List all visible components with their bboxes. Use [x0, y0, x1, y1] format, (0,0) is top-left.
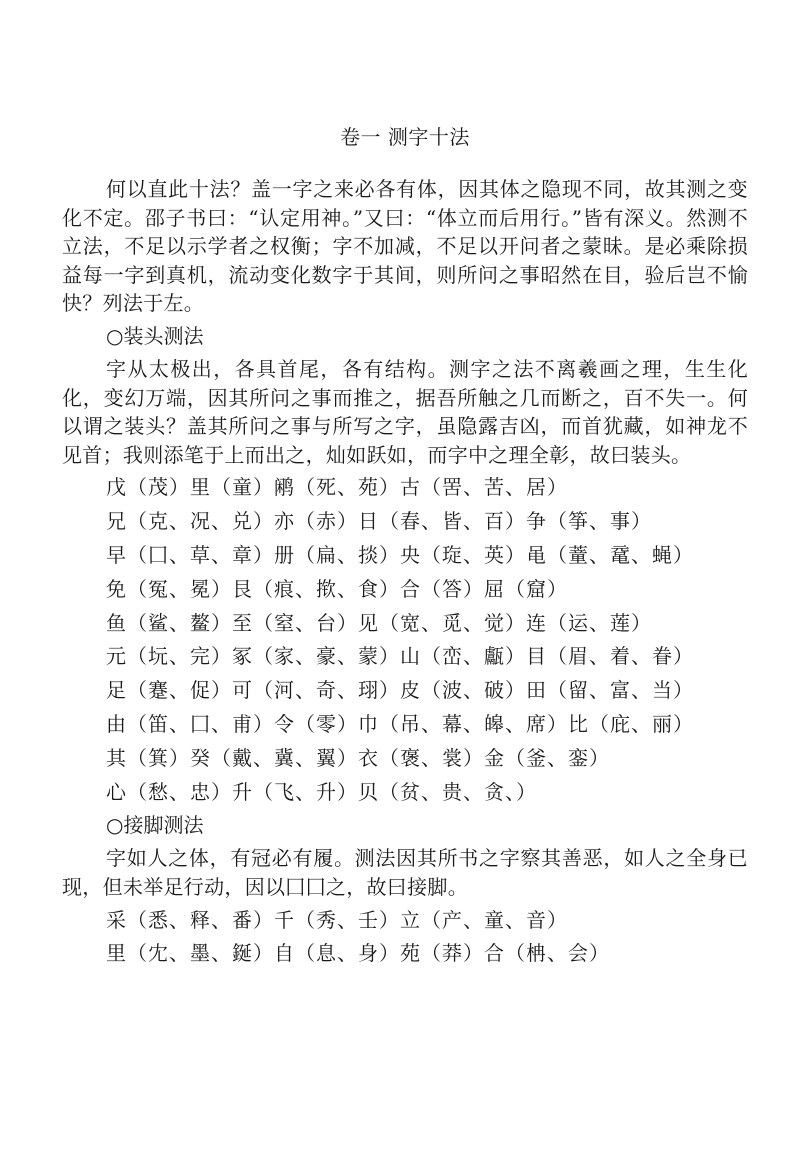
character-entry: 早（囗、草、章）册（扁、掞）央（琁、英）黾（蕫、鼋、蝇）	[106, 542, 694, 567]
character-entry: 足（蹇、促）可（河、奇、珝）皮（波、破）田（留、富、当）	[106, 678, 694, 703]
character-entry: 戊（茂）里（童）鹇（死、苑）古（罟、苦、居）	[106, 475, 568, 500]
section-paragraph: 字从太极出，各具首尾，各有结构。测字之法不离羲画之理，生生化化，变幻万端，因其所问之事而推之，据吾所触之几而断之，百不失一。何以谓之装头？盖其所问之事与所写之字，虽隐露吉凶，而首犹藏，如神龙不见首；我则添笔于上而出之，灿如跃如，而字中之理全彰，故曰装头。	[62, 356, 748, 467]
section-heading: ○接脚测法	[106, 813, 204, 838]
character-entry: 里（冘、墨、鋋）自（息、身）苑（莽）合（柟、会）	[106, 941, 610, 966]
document-page	[62, 122, 748, 973]
character-entry: 免（冤、冕）艮（痕、揿、食）合（答）屈（窟）	[106, 576, 568, 601]
section-paragraph: 字如人之体，有冠必有履。测法因其所书之字察其善恶，如人之全身已现，但未举足行动，因以囗囗之，故曰接脚。	[62, 846, 748, 899]
character-entry: 元（坃、完）冢（家、豪、蒙）山（峦、甗）目（眉、着、眷）	[106, 644, 694, 669]
character-entry: 鱼（鲨、鳌）至（窒、台）见（宽、觅、觉）连（运、莲）	[106, 610, 652, 635]
section-heading: ○装头测法	[106, 323, 204, 348]
character-entry: 其（箕）癸（戴、冀、翼）衣（褒、裳）金（釜、銮）	[106, 745, 610, 770]
character-entry: 兄（克、况、兑）亦（赤）日（春、皆、百）争（筝、事）	[106, 509, 652, 534]
chapter-title: 卷一 测字十法	[340, 125, 470, 149]
intro-paragraph: 何以直此十法？盖一字之来必各有体，因其体之隐现不同，故其测之变化不定。邵子书曰：“认定用神。”又曰：“体立而后用行。”皆有深义。然测不立法，不足以示学者之权衡；字不加减，不足以开问者之蒙昧。是必乘除损益每一字到真机，流动变化数字于其间，则所问之事昭然在目，验后岂不愉快？列法于左。	[62, 177, 748, 316]
section-jiejiao	[62, 811, 748, 967]
character-entry: 心（愁、忠）升（飞、升）贝（贫、贵、贪、）	[106, 779, 537, 804]
section-zhuangtou	[62, 322, 748, 806]
character-entry: 采（悉、释、番）千（秀、壬）立（产、童、音）	[106, 907, 568, 932]
character-entry: 由（笛、囗、甫）令（零）巾（吊、幕、皞、席）比（庇、丽）	[106, 711, 694, 736]
